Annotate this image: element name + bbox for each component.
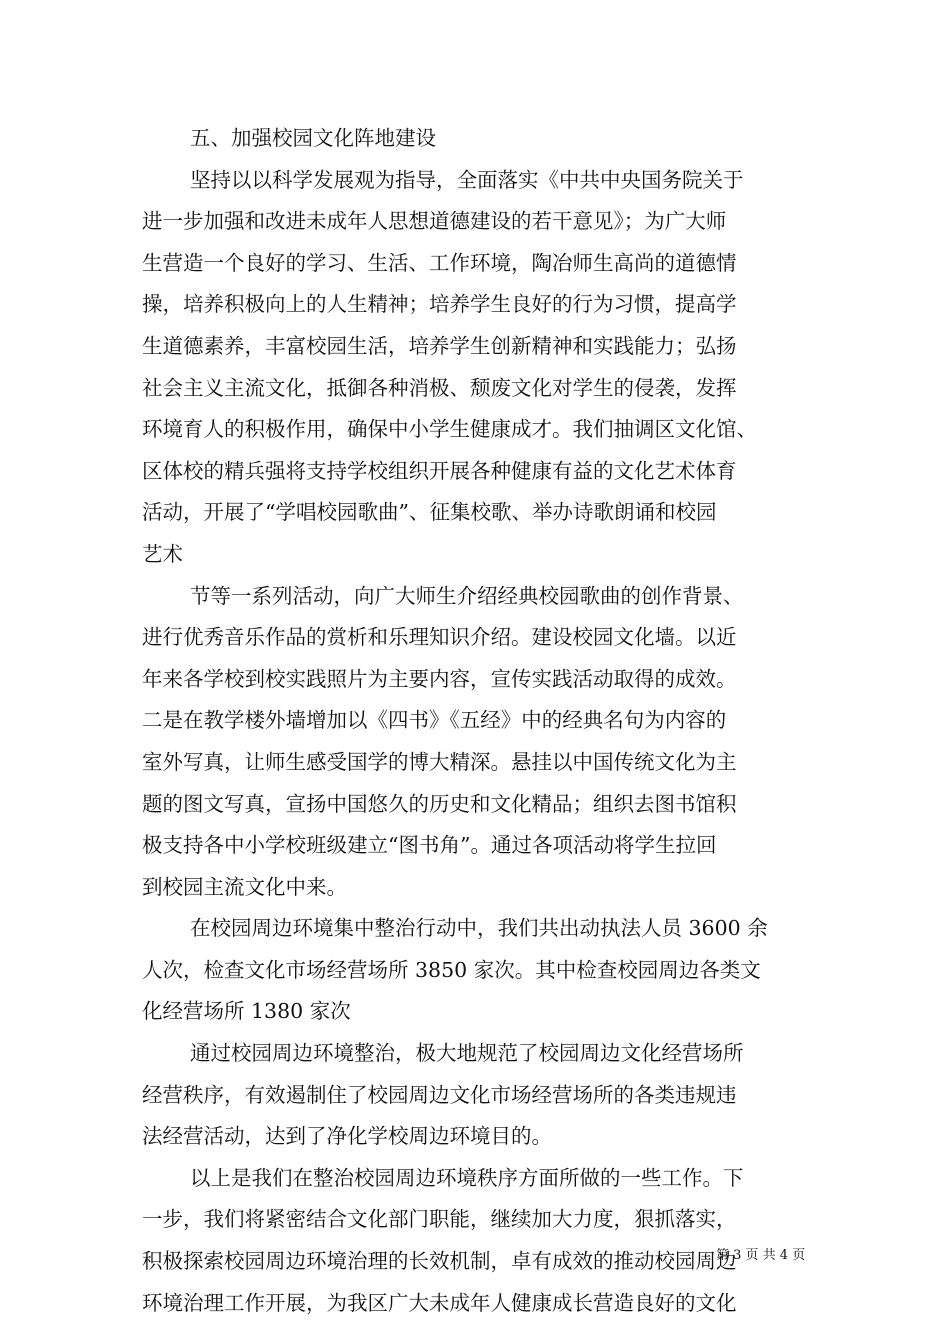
section-heading: 五、加强校园文化阵地建设 (190, 126, 436, 150)
text-line: 化经营场所 1380 家次 (142, 999, 351, 1024)
text-line: 一步，我们将紧密结合文化部门职能，继续加大力度，狠抓落实， (142, 1207, 737, 1232)
text-line: 环境育人的积极作用，确保中小学生健康成才。我们抽调区文化馆、 (142, 417, 757, 442)
text-line: 社会主义主流文化，抵御各种消极、颓废文化对学生的侵袭，发挥 (142, 375, 737, 400)
text-line: 生营造一个良好的学习、生活、工作环境，陶冶师生高尚的道德情 (142, 250, 737, 275)
text-line: 人次，检查文化市场经营场所 3850 家次。其中检查校园周边各类文 (142, 957, 761, 982)
text-line: 生道德素养，丰富校园生活，培养学生创新精神和实践能力；弘扬 (142, 333, 737, 358)
document-body (142, 118, 822, 1324)
text-line: 年来各学校到校实践照片为主要内容，宣传实践活动取得的成效。 (142, 666, 737, 691)
text-line: 进一步加强和改进未成年人思想道德建设的若干意见》；为广大师 (142, 209, 727, 234)
text-line: 环境治理工作开展，为我区广大未成年人健康成长营造良好的文化 (142, 1290, 737, 1315)
text-line: 经营秩序，有效遏制住了校园周边文化市场经营场所的各类违规违 (142, 1082, 737, 1107)
text-line: 在校园周边环境集中整治行动中，我们共出动执法人员 3600 余 (190, 916, 768, 941)
text-line: 区体校的精兵强将支持学校组织开展各种健康有益的文化艺术体育 (142, 458, 737, 483)
text-line: 到校园主流文化中来。 (142, 874, 347, 899)
text-line: 节等一系列活动，向广大师生介绍经典校园歌曲的创作背景、 (190, 583, 744, 608)
text-line: 进行优秀音乐作品的赏析和乐理知识介绍。建设校园文化墙。以近 (142, 625, 737, 650)
text-line: 以上是我们在整治校园周边环境秩序方面所做的一些工作。下 (190, 1165, 744, 1190)
text-line: 题的图文写真，宣扬中国悠久的历史和文化精品；组织去图书馆积 (142, 791, 737, 816)
text-line: 二是在教学楼外墙增加以《四书》《五经》中的经典名句为内容的 (142, 708, 727, 733)
text-line: 操，培养积极向上的人生精神；培养学生良好的行为习惯，提高学 (142, 292, 737, 317)
text-line: 坚持以以科学发展观为指导，全面落实《中共中央国务院关于 (190, 167, 744, 192)
text-line: 艺术 (142, 541, 183, 566)
page-number-footer: 第 3 页 共 4 页 (716, 1248, 806, 1263)
text-line: 通过校园周边环境整治，极大地规范了校园周边文化经营场所 (190, 1041, 744, 1066)
text-line: 活动，开展了“学唱校园歌曲”、征集校歌、举办诗歌朗诵和校园 (142, 500, 717, 525)
text-line: 法经营活动，达到了净化学校周边环境目的。 (142, 1124, 552, 1149)
text-line: 极支持各中小学校班级建立“图书角”。通过各项活动将学生拉回 (142, 833, 717, 858)
text-line: 积极探索校园周边环境治理的长效机制，卓有成效的推动校园周边 (142, 1249, 737, 1274)
text-line: 室外写真，让师生感受国学的博大精深。悬挂以中国传统文化为主 (142, 749, 737, 774)
